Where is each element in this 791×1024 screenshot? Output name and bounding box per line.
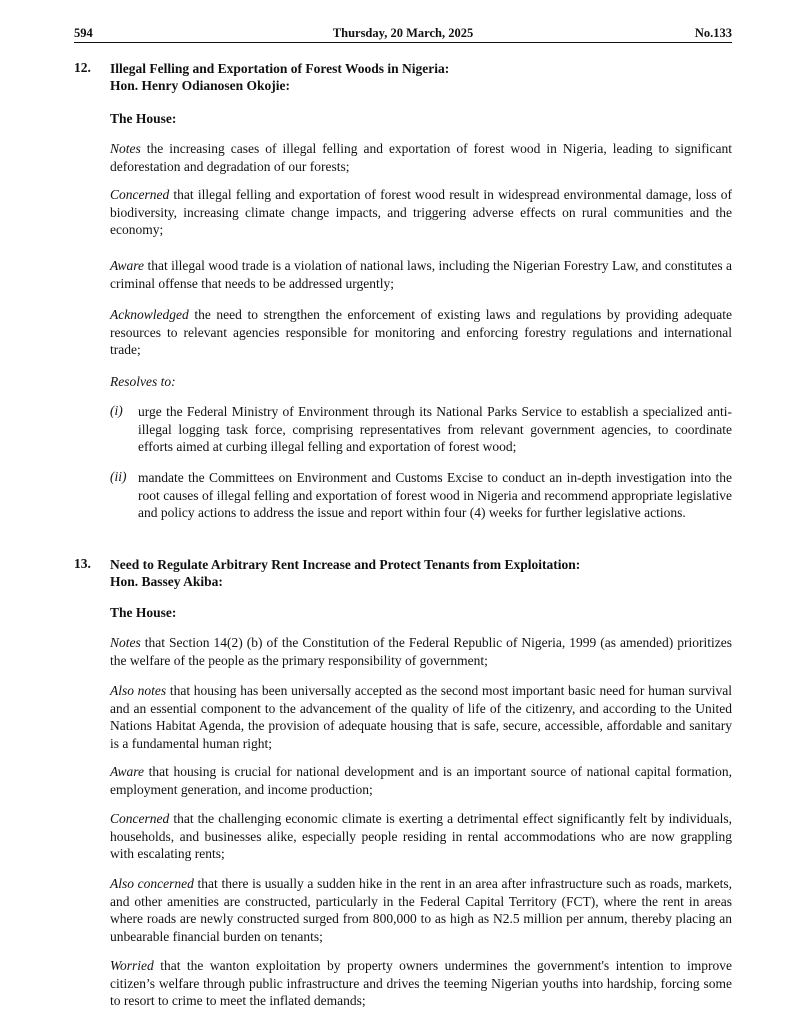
page-header: [74, 26, 732, 43]
para-lead: Notes: [110, 141, 141, 156]
motion-13-para-worried: [110, 957, 732, 1010]
para-text: the increasing cases of illegal felling and exportation of forest wood in Nigeria, leading to significant deforestation and degradation of our forests;: [110, 141, 732, 174]
motion-12-number: 12.: [74, 60, 91, 75]
motion-13-number: 13.: [74, 556, 91, 571]
para-lead: Notes: [110, 635, 141, 650]
motion-12-house-label: The House:: [110, 111, 177, 126]
motion-12-para-aware: [110, 257, 732, 292]
motion-12-sponsor: Hon. Henry Odianosen Okojie:: [110, 78, 291, 93]
motion-13-title: [110, 556, 732, 590]
motion-13-para-also-notes: [110, 682, 732, 752]
para-lead: Acknowledged: [110, 307, 189, 322]
motion-13-para-concerned: [110, 810, 732, 863]
para-lead: Aware: [110, 258, 145, 273]
resolution-1-text: urge the Federal Ministry of Environment through its National Parks Service to establish a specialized anti-illegal logging task force, comprising representatives from relevant government agencies, to coordinate efforts aimed at curbing illegal felling and exportation of forest wood;: [138, 404, 732, 454]
motion-12-heading: Illegal Felling and Exportation of Forest Woods in Nigeria:: [110, 61, 450, 76]
motion-12-title: [110, 60, 732, 94]
para-lead: Concerned: [110, 811, 170, 826]
page-number: 594: [74, 26, 93, 40]
para-text: that illegal felling and exportation of forest wood result in widespread environmental damage, loss of biodiversity, increasing climate change impacts, and triggering adverse effects on rural communities and the economy;: [110, 187, 732, 237]
motion-13-sponsor: Hon. Bassey Akiba:: [110, 574, 223, 589]
para-lead: Also notes: [110, 683, 167, 698]
resolution-2-number: (ii): [110, 469, 127, 484]
motion-13-para-also-concerned: [110, 875, 732, 945]
para-text: that Section 14(2) (b) of the Constitution of the Federal Republic of Nigeria, 1999 (as amended) prioritizes the welfare of the people as the primary responsibility of government;: [110, 635, 732, 668]
para-text: that illegal wood trade is a violation of national laws, including the Nigerian Forestry Law, and constitutes a criminal offense that needs to be addressed urgently;: [110, 258, 732, 291]
motion-12-para-concerned: [110, 186, 732, 239]
issue-number: No.133: [694, 26, 732, 40]
motion-13-para-notes: [110, 634, 732, 669]
motion-13-heading: Need to Regulate Arbitrary Rent Increase and Protect Tenants from Exploitation:: [110, 557, 581, 572]
resolution-1-number: (i): [110, 403, 123, 418]
para-text: that the wanton exploitation by property owners undermines the government's intention to improve citizen’s welfare through public infrastructure and drives the teeming Nigerian youths into hardship, forcing some to resort to crime to meet the inflated demands;: [110, 958, 732, 1008]
para-text: that housing has been universally accepted as the second most important basic need for human survival and an essential component to the advancement of the quality of life of the citizenry, and according to the United Nations Habitat Agenda, the provision of adequate housing that is safe, secure, accessible, affordable and sanitary is a fundamental human right;: [110, 683, 733, 751]
motion-12-resolves-label: Resolves to:: [110, 374, 176, 389]
para-lead: Concerned: [110, 187, 170, 202]
para-lead: Also concerned: [110, 876, 194, 891]
para-text: the need to strengthen the enforcement of existing laws and regulations by providing adequate resources to relevant agencies responsible for monitoring and enforcing forestry regulations and international trade;: [110, 307, 732, 357]
para-lead: Worried: [110, 958, 154, 973]
resolution-2-text: mandate the Committees on Environment and Customs Excise to conduct an in-depth investigation into the root causes of illegal felling and exportation of forest wood in Nigeria and recommend appropriate legislative and policy actions to address the issue and report within four (4) weeks for further legislative actions.: [138, 470, 732, 520]
para-lead: Aware: [110, 764, 145, 779]
para-text: that there is usually a sudden hike in the rent in an area after infrastructure such as roads, markets, and other amenities are constructed, particularly in the Federal Capital Territory (FCT), where the rent in areas where roads are newly constructed surged from 800,000 to as high as N2.5 million per annum, thereby placing an unbearable financial burden on tenants;: [110, 876, 732, 944]
motion-13-para-aware: [110, 763, 732, 798]
motion-12-para-notes: [110, 140, 732, 175]
header-date: Thursday, 20 March, 2025: [332, 26, 474, 40]
motion-12-para-acknowledged: [110, 306, 732, 359]
para-text: that the challenging economic climate is exerting a detrimental effect significantly felt by individuals, households, and businesses alike, especially people residing in rental accommodations who are now grappling with escalating rents;: [110, 811, 732, 861]
motion-13-house-label: The House:: [110, 605, 177, 620]
para-text: that housing is crucial for national development and is an important source of national capital formation, employment generation, and income production;: [110, 764, 732, 797]
